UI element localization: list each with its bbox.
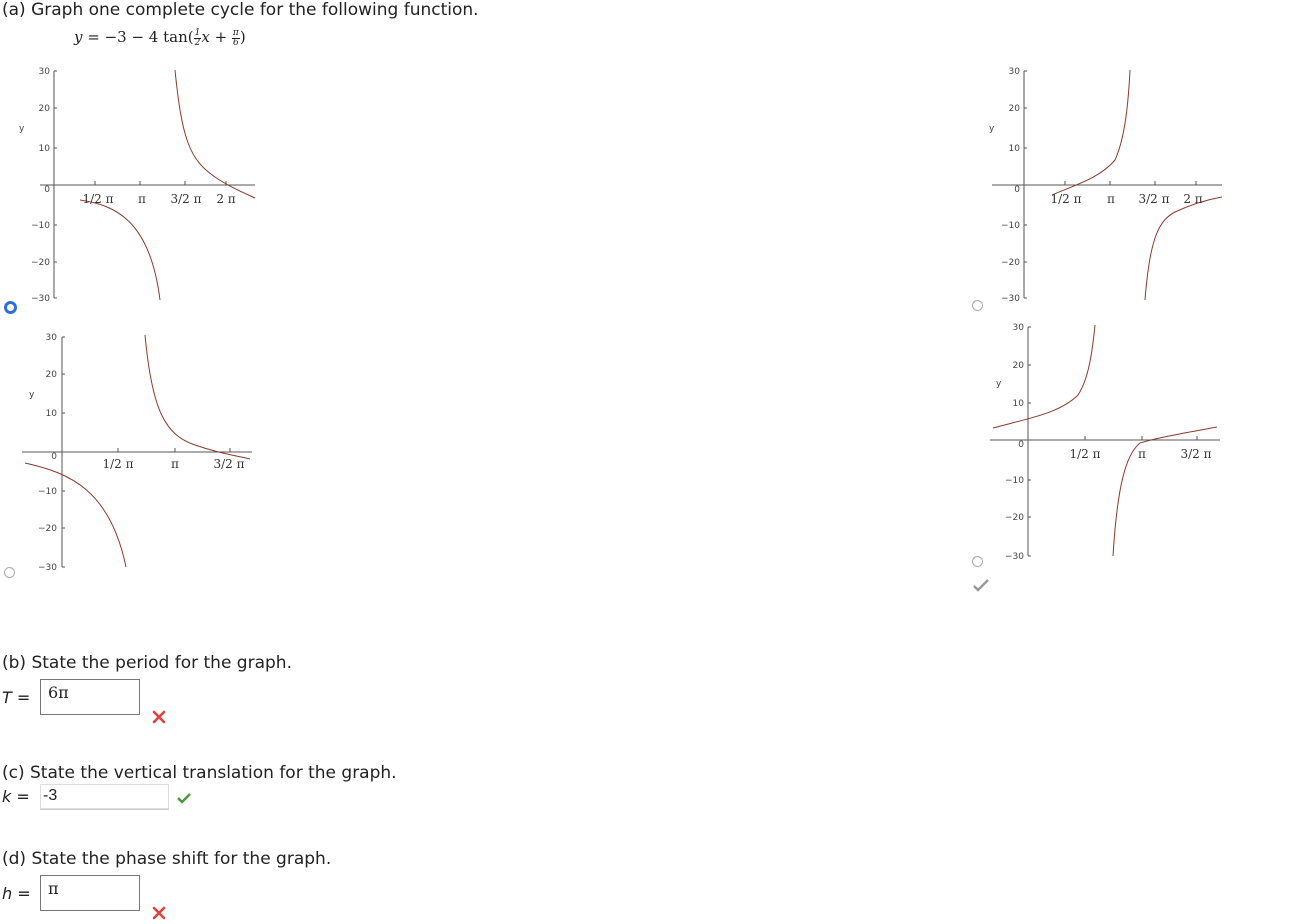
y-tick: −20 bbox=[1001, 258, 1020, 268]
y-tick: −30 bbox=[31, 294, 50, 304]
y-tick: −30 bbox=[1005, 552, 1024, 562]
x-tick: π bbox=[1138, 447, 1146, 461]
radio-option-2[interactable] bbox=[972, 300, 983, 311]
function-formula bbox=[74, 28, 246, 48]
x-tick: π bbox=[1107, 192, 1115, 206]
y-axis-label: y bbox=[996, 379, 1002, 389]
y-axis-label: y bbox=[29, 390, 35, 400]
question-d: (d) State the phase shift for the graph. bbox=[2, 849, 332, 869]
y-tick: 20 bbox=[38, 104, 50, 114]
y-tick: −20 bbox=[38, 524, 57, 534]
y-tick: 0 bbox=[1018, 440, 1024, 450]
y-axis-label: y bbox=[989, 124, 995, 134]
incorrect-x-icon bbox=[152, 710, 166, 724]
formula-lhs: y bbox=[74, 28, 83, 46]
curve-right-branch bbox=[1145, 197, 1222, 300]
x-ticks bbox=[1085, 436, 1197, 440]
y-tick: −20 bbox=[1005, 513, 1024, 523]
y-axis-label: y bbox=[19, 124, 25, 134]
y-tick: 0 bbox=[51, 452, 57, 462]
y-tick: 20 bbox=[1008, 104, 1020, 114]
frac-den: 6 bbox=[233, 37, 239, 48]
graph-option-4 bbox=[980, 315, 1240, 565]
curve-right-branch bbox=[145, 335, 250, 459]
x-tick: 3/2 π bbox=[1180, 447, 1212, 461]
question-a: (a) Graph one complete cycle for the following function. bbox=[2, 0, 479, 20]
y-tick: 30 bbox=[1012, 323, 1024, 333]
x-tick: 3/2 π bbox=[170, 192, 202, 206]
y-tick: 30 bbox=[45, 333, 57, 343]
y-tick: 10 bbox=[1008, 144, 1020, 154]
question-b: (b) State the period for the graph. bbox=[2, 653, 292, 673]
phase-shift-input[interactable]: π bbox=[40, 875, 140, 911]
y-tick: −10 bbox=[1001, 221, 1020, 231]
checkmark-icon bbox=[972, 578, 990, 592]
y-tick: 30 bbox=[38, 67, 50, 77]
formula-close: ) bbox=[239, 28, 246, 46]
formula-eq: = −3 − 4 bbox=[82, 28, 164, 46]
formula-fn: tan( bbox=[163, 28, 194, 46]
phase-shift-label: h = bbox=[2, 884, 31, 903]
curve-left-branch bbox=[1052, 70, 1130, 195]
x-tick: π bbox=[138, 192, 146, 206]
graph-option-2 bbox=[980, 60, 1240, 310]
y-tick: 20 bbox=[45, 370, 57, 380]
vertical-translation-input[interactable]: -3 bbox=[40, 784, 169, 810]
y-tick: 20 bbox=[1012, 361, 1024, 371]
x-tick: 2 π bbox=[1183, 192, 1203, 206]
x-tick: 3/2 π bbox=[1138, 192, 1170, 206]
y-tick: −20 bbox=[31, 258, 50, 268]
curve-right-branch bbox=[175, 70, 255, 198]
y-tick: 10 bbox=[38, 144, 50, 154]
y-tick: 0 bbox=[44, 185, 50, 195]
radio-option-4[interactable] bbox=[972, 556, 983, 567]
curve-left-branch bbox=[25, 463, 126, 567]
y-tick: 30 bbox=[1008, 67, 1020, 77]
x-ticks bbox=[95, 181, 226, 185]
incorrect-x-icon bbox=[152, 906, 166, 920]
frac-num: 1 bbox=[194, 27, 201, 38]
y-tick: 0 bbox=[1014, 185, 1020, 195]
y-tick: −10 bbox=[38, 487, 57, 497]
graph-option-1 bbox=[0, 60, 270, 310]
x-tick: 3/2 π bbox=[213, 457, 245, 471]
y-tick: 10 bbox=[1012, 399, 1024, 409]
radio-option-3[interactable] bbox=[4, 567, 15, 578]
frac-den: 2 bbox=[194, 37, 201, 48]
y-tick: −30 bbox=[38, 563, 57, 573]
curve-left-branch bbox=[993, 325, 1095, 428]
formula-var: x bbox=[201, 28, 210, 46]
x-tick: π bbox=[171, 457, 179, 471]
frac-num: π bbox=[232, 27, 239, 38]
formula-plus: + bbox=[209, 28, 232, 46]
period-label: T = bbox=[2, 688, 31, 707]
x-tick: 2 π bbox=[216, 192, 236, 206]
radio-option-1[interactable] bbox=[4, 301, 17, 314]
x-tick: 1/2 π bbox=[1069, 447, 1101, 461]
graph-option-3 bbox=[0, 325, 270, 575]
correct-check-icon bbox=[176, 792, 192, 804]
y-tick: −10 bbox=[1005, 476, 1024, 486]
period-input[interactable]: 6π bbox=[40, 679, 140, 715]
y-tick: −30 bbox=[1001, 294, 1020, 304]
question-c: (c) State the vertical translation for the graph. bbox=[2, 763, 397, 783]
x-tick: 1/2 π bbox=[102, 457, 134, 471]
formula-frac-pi bbox=[232, 29, 240, 48]
y-tick: 10 bbox=[45, 409, 57, 419]
curve-left-branch bbox=[80, 200, 160, 300]
vertical-translation-label: k = bbox=[2, 787, 30, 806]
x-tick: 1/2 π bbox=[1050, 192, 1082, 206]
y-tick: −10 bbox=[31, 221, 50, 231]
x-tick: 1/2 π bbox=[82, 192, 114, 206]
